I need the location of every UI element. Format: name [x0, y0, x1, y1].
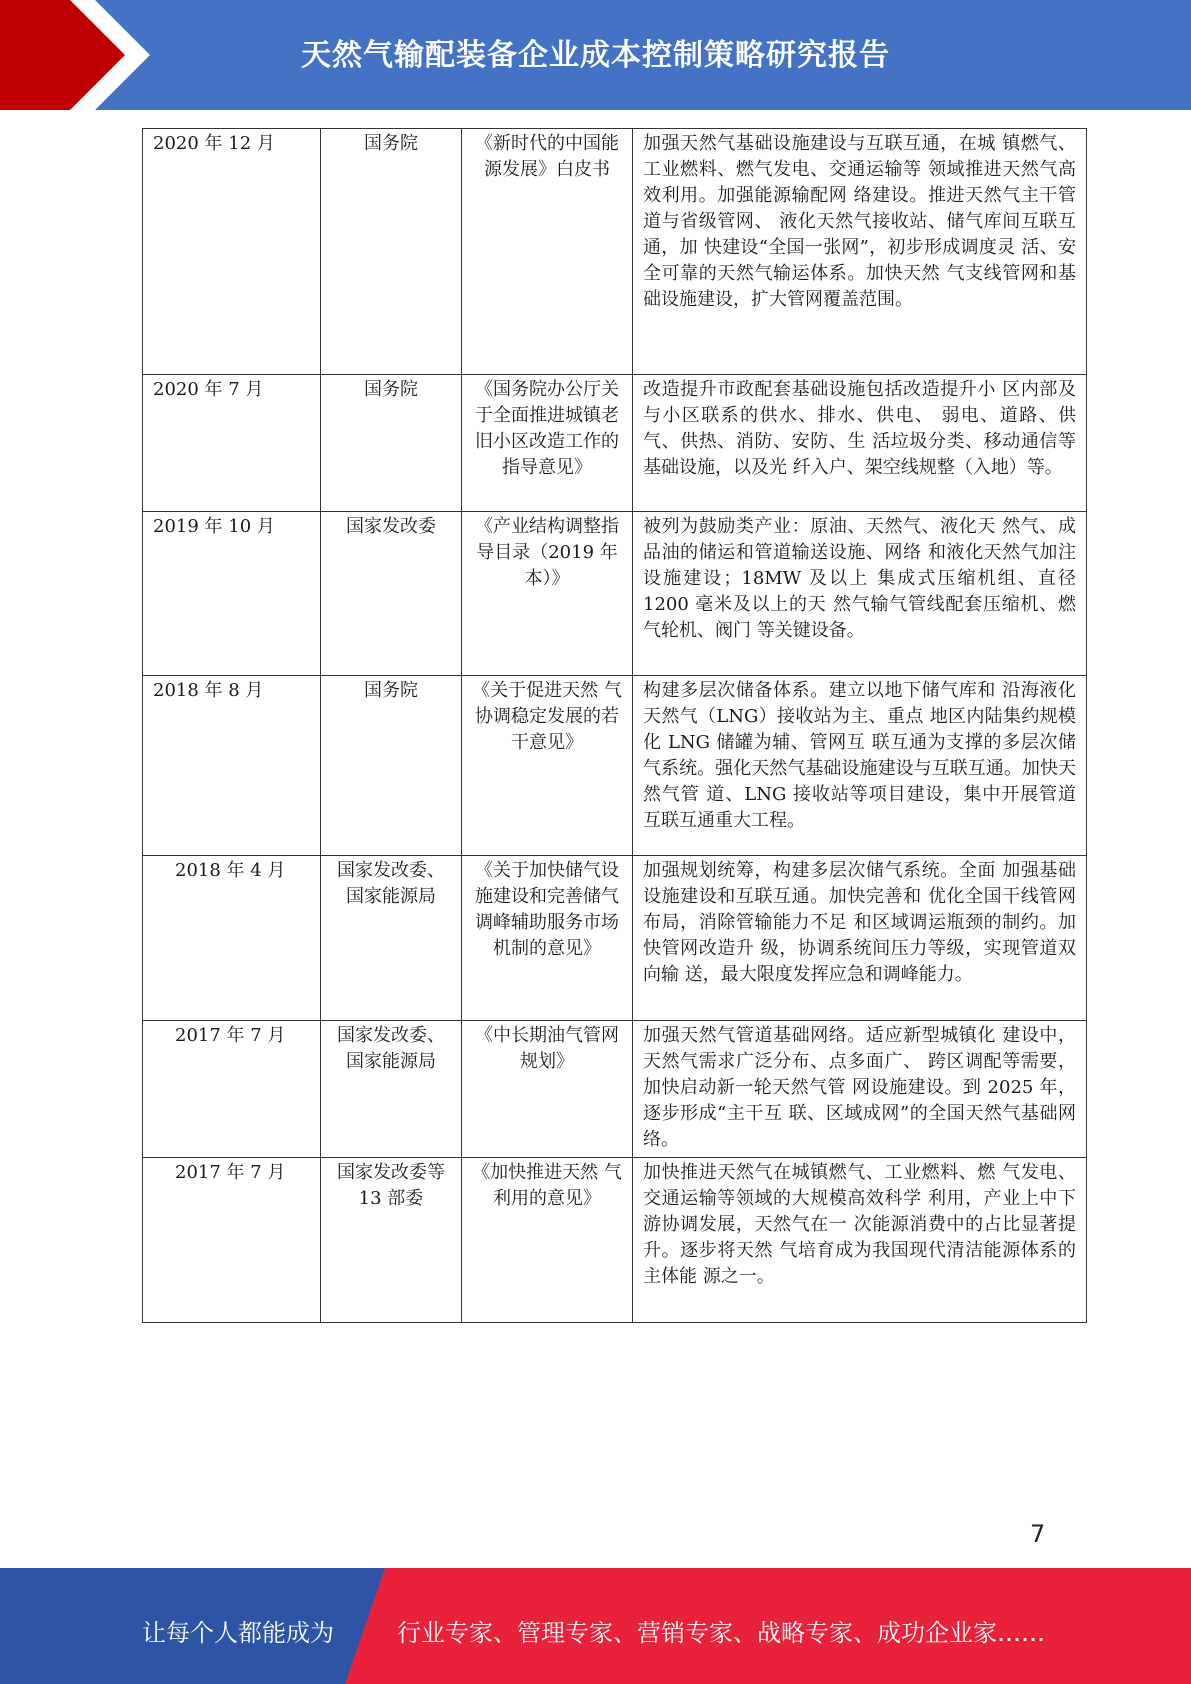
table-row [143, 512, 1087, 676]
row-issuer: 国家发改委等 13 部委 [321, 1158, 462, 1323]
row-document: 《加快推进天然 气利用的意见》 [462, 1158, 633, 1323]
page-header [0, 0, 1191, 110]
report-title: 天然气输配装备企业成本控制策略研究报告 [301, 38, 890, 73]
table-row [143, 375, 1087, 512]
row-content: 构建多层次储备体系。建立以地下储气库和 沿海液化天然气（LNG）接收站为主、重点 地区内陆集约规模化 LNG 储罐为辅、管网互 联互通为支撑的多层次储气系统。强化天然气基础设施建设与互联互通。加快天然气管 道、LNG 接收站等项目建设，集中开展管道 互联互通重大工程。 [633, 676, 1087, 856]
row-date: 2020 年 12 月 [143, 129, 321, 375]
table-row [143, 129, 1087, 375]
row-date: 2017 年 7 月 [143, 1021, 321, 1158]
row-content: 改造提升市政配套基础设施包括改造提升小 区内部及与小区联系的供水、排水、供电、 弱电、道路、供气、供热、消防、安防、生 活垃圾分类、移动通信等基础设施，以及光 纤入户、架空线规整（入地）等。 [633, 375, 1087, 512]
row-content: 加强天然气基础设施建设与互联互通，在城 镇燃气、工业燃料、燃气发电、交通运输等 领域推进天然气高效利用。加强能源输配网 络建设。推进天然气主干管道与省级管网、 液化天然气接收站、储气库间互联互通，加 快建设“全国一张网”，初步形成调度灵 活、安全可靠的天然气输运体系。加快天然 气支线管网和基础设施建设，扩大管网覆盖范围。 [633, 129, 1087, 375]
row-date: 2020 年 7 月 [143, 375, 321, 512]
row-date: 2018 年 4 月 [143, 856, 321, 1021]
row-document: 《新时代的中国能源发展》白皮书 [462, 129, 633, 375]
table-row [143, 1021, 1087, 1158]
policy-table [142, 128, 1087, 1323]
footer-slogan-right: 行业专家、管理专家、营销专家、战略专家、成功企业家…… [397, 1619, 1045, 1647]
row-document: 《关于加快储气设施建设和完善储气调峰辅助服务市场机制的意见》 [462, 856, 633, 1021]
row-content: 被列为鼓励类产业：原油、天然气、液化天 然气、成品油的储运和管道输送设施、网络 和液化天然气加注设施建设；18MW 及以上 集成式压缩机组、直径 1200 毫米及以上的天 然气输气管线配套压缩机、燃气轮机、阀门 等关键设备。 [633, 512, 1087, 676]
row-document: 《产业结构调整指导目录（2019 年本）》 [462, 512, 633, 676]
table-row [143, 856, 1087, 1021]
row-issuer: 国家发改委、国家能源局 [321, 856, 462, 1021]
row-content: 加强规划统筹，构建多层次储气系统。全面 加强基础设施建设和互联互通。加快完善和 优化全国干线管网布局，消除管输能力不足 和区域调运瓶颈的制约。加快管网改造升 级，协调系统间压力等级，实现管道双向输 送，最大限度发挥应急和调峰能力。 [633, 856, 1087, 1021]
row-date: 2019 年 10 月 [143, 512, 321, 676]
row-content: 加强天然气管道基础网络。适应新型城镇化 建设中，天然气需求广泛分布、点多面广、 跨区调配等需要，加快启动新一轮天然气管 网设施建设。到 2025 年，逐步形成“主干互 联、区域成网”的全国天然气基础网络。 [633, 1021, 1087, 1158]
row-issuer: 国家发改委 [321, 512, 462, 676]
table-row [143, 676, 1087, 856]
row-issuer: 国家发改委、国家能源局 [321, 1021, 462, 1158]
page-number: 7 [1030, 1520, 1046, 1548]
row-issuer: 国务院 [321, 375, 462, 512]
row-document: 《关于促进天然 气协调稳定发展的若干意见》 [462, 676, 633, 856]
row-document: 《中长期油气管网规划》 [462, 1021, 633, 1158]
row-content: 加快推进天然气在城镇燃气、工业燃料、燃 气发电、交通运输等领域的大规模高效科学 利用，产业上中下游协调发展，天然气在一 次能源消费中的占比显著提升。逐步将天然 气培育成为我国现代清洁能源体系的主体能 源之一。 [633, 1158, 1087, 1323]
row-date: 2017 年 7 月 [143, 1158, 321, 1323]
footer-slogan-left: 让每个人都能成为 [142, 1619, 334, 1647]
row-date: 2018 年 8 月 [143, 676, 321, 856]
page-footer [0, 1568, 1191, 1684]
table-row [143, 1158, 1087, 1323]
row-issuer: 国务院 [321, 129, 462, 375]
row-document: 《国务院办公厅关于全面推进城镇老旧小区改造工作的指导意见》 [462, 375, 633, 512]
row-issuer: 国务院 [321, 676, 462, 856]
